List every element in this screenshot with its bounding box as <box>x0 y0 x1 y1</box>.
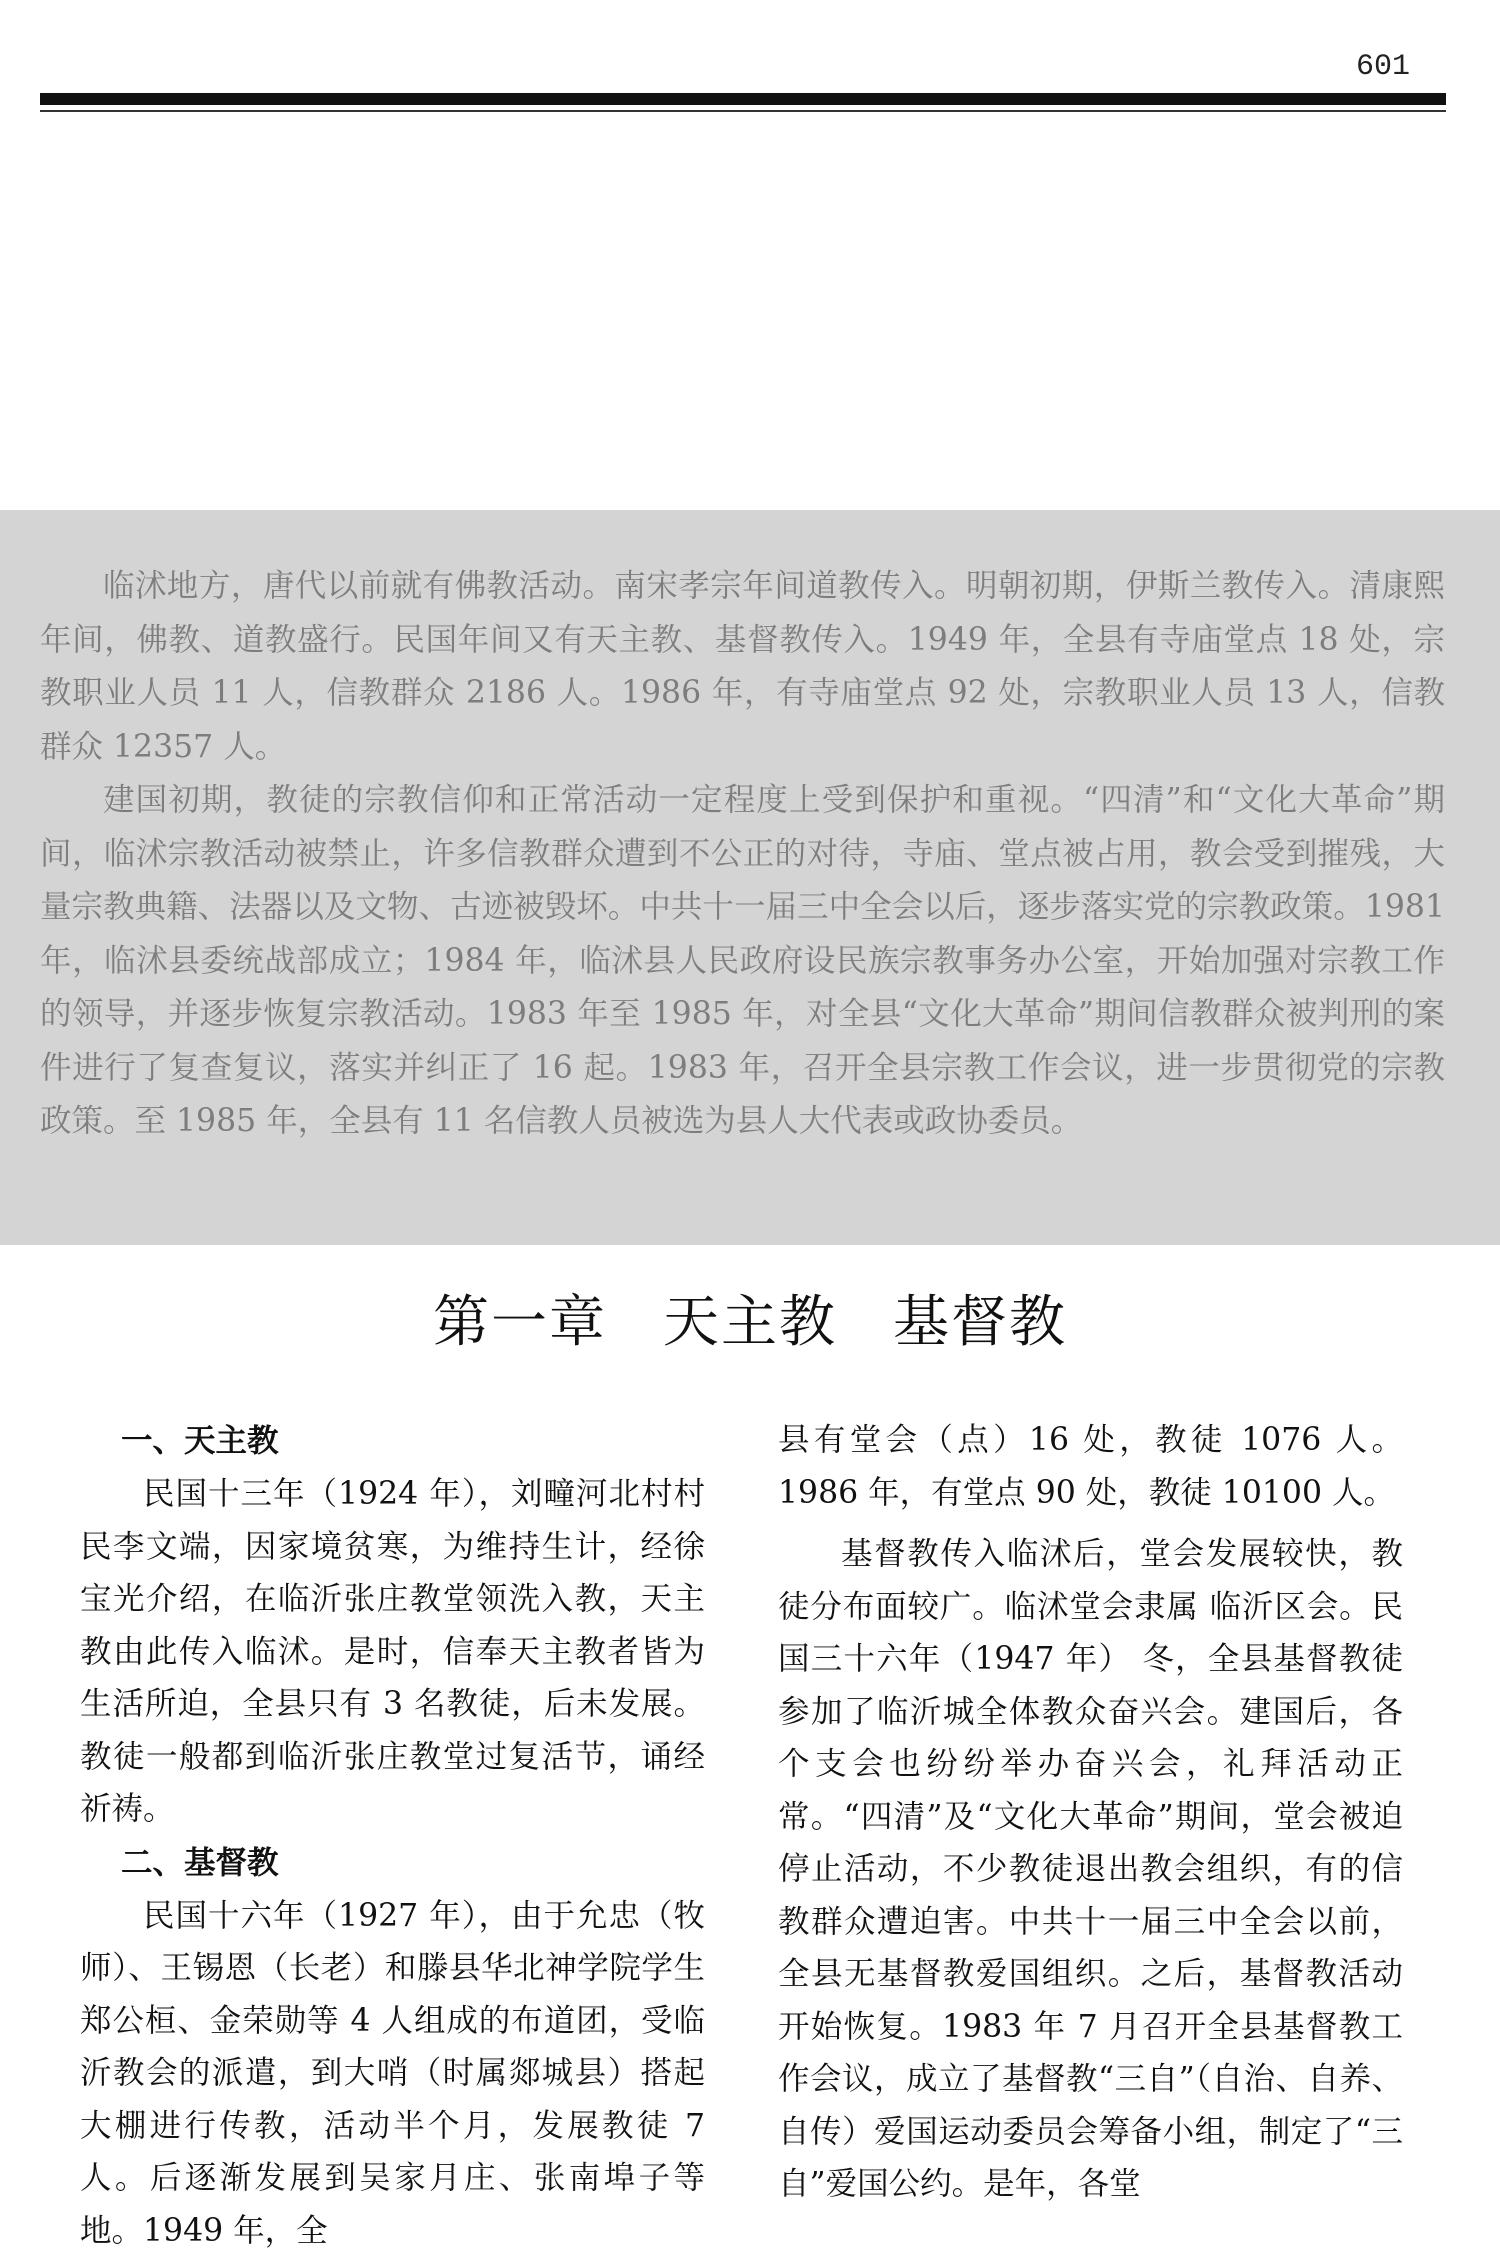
section-heading-catholic: 一、天主教 <box>80 1414 705 1468</box>
intro-section <box>40 560 1445 1149</box>
catholic-paragraph: 民国十三年（1924 年），刘疃河北村村民李文端，因家境贫寒，为维持生计，经徐宝光介绍，在临沂张庄教堂领洗入教，天主教由此传入临沭。是时，信奉天主教者皆为生活所迫，全县只有 3 名教徒，后未发展。教徒一般都到临沂张庄教堂过复活节，诵经祈祷。 <box>80 1468 705 1836</box>
chapter-title-protestant: 基督教 <box>893 1290 1067 1355</box>
chapter-number: 第一章 <box>433 1290 607 1355</box>
chapter-title-catholic: 天主教 <box>663 1290 837 1355</box>
chapter-title <box>0 1278 1500 1358</box>
section-heading-protestant: 二、基督教 <box>80 1836 705 1890</box>
page-number: 601 <box>1356 50 1410 84</box>
protestant-paragraph-1-continued: 县有堂会（点）16 处，教徒 1076 人。1986 年，有堂点 90 处，教徒 10100 人。 <box>778 1414 1403 1519</box>
header-rule-thin <box>40 110 1446 112</box>
intro-paragraph-2: 建国初期，教徒的宗教信仰和正常活动一定程度上受到保护和重视。“四清”和“文化大革命”期间，临沭宗教活动被禁止，许多信教群众遭到不公正的对待，寺庙、堂点被占用，教会受到摧残，大量宗教典籍、法器以及文物、古迹被毁坏。中共十一届三中全会以后，逐步落实党的宗教政策。1981 年，临沭县委统战部成立；1984 年，临沭县人民政府设民族宗教事务办公室，开始加强对宗教工作的领导，并逐步恢复宗教活动。1983 年至 1985 年，对全县“文化大革命”期间信教群众被判刑的案件进行了复查复议，落实并纠正了 16 起。1983 年，召开全县宗教工作会议，进一步贯彻党的宗教政策。至 1985 年，全县有 11 名信教人员被选为县人大代表或政协委员。 <box>40 774 1445 1149</box>
protestant-paragraph-2: 基督教传入临沭后，堂会发展较快，教徒分布面较广。临沭堂会隶属 临沂区会。民国三十六年（1947 年） 冬，全县基督教徒参加了临沂城全体教众奋兴会。建国后，各个支会也纷纷举办奋兴会，礼拜活动正常。“四清”及“文化大革命”期间，堂会被迫停止活动，不少教徒退出教会组织，有的信教群众遭迫害。中共十一届三中全会以前，全县无基督教爱国组织。之后，基督教活动开始恢复。1983 年 7 月召开全县基督教工作会议，成立了基督教“三自”（自治、自养、自传）爱国运动委员会筹备小组，制定了“三自”爱国公约。是年，各堂 <box>778 1528 1403 2211</box>
right-column <box>778 1414 1403 2211</box>
left-column <box>80 1414 705 2257</box>
protestant-paragraph-1: 民国十六年（1927 年），由于允忠（牧师）、王锡恩（长老）和滕县华北神学院学生郑公桓、金荣勋等 4 人组成的布道团，受临沂教会的派遣，到大哨（时属郯城县）搭起大棚进行传教，活动半个月，发展教徒 7 人。后逐渐发展到吴家月庄、张南埠子等地。1949 年，全 <box>80 1890 705 2257</box>
header-rule-thick <box>40 93 1446 105</box>
intro-paragraph-1: 临沭地方，唐代以前就有佛教活动。南宋孝宗年间道教传入。明朝初期，伊斯兰教传入。清康熙年间，佛教、道教盛行。民国年间又有天主教、基督教传入。1949 年，全县有寺庙堂点 18 处，宗教职业人员 11 人，信教群众 2186 人。1986 年，有寺庙堂点 92 处，宗教职业人员 13 人，信教群众 12357 人。 <box>40 560 1445 774</box>
